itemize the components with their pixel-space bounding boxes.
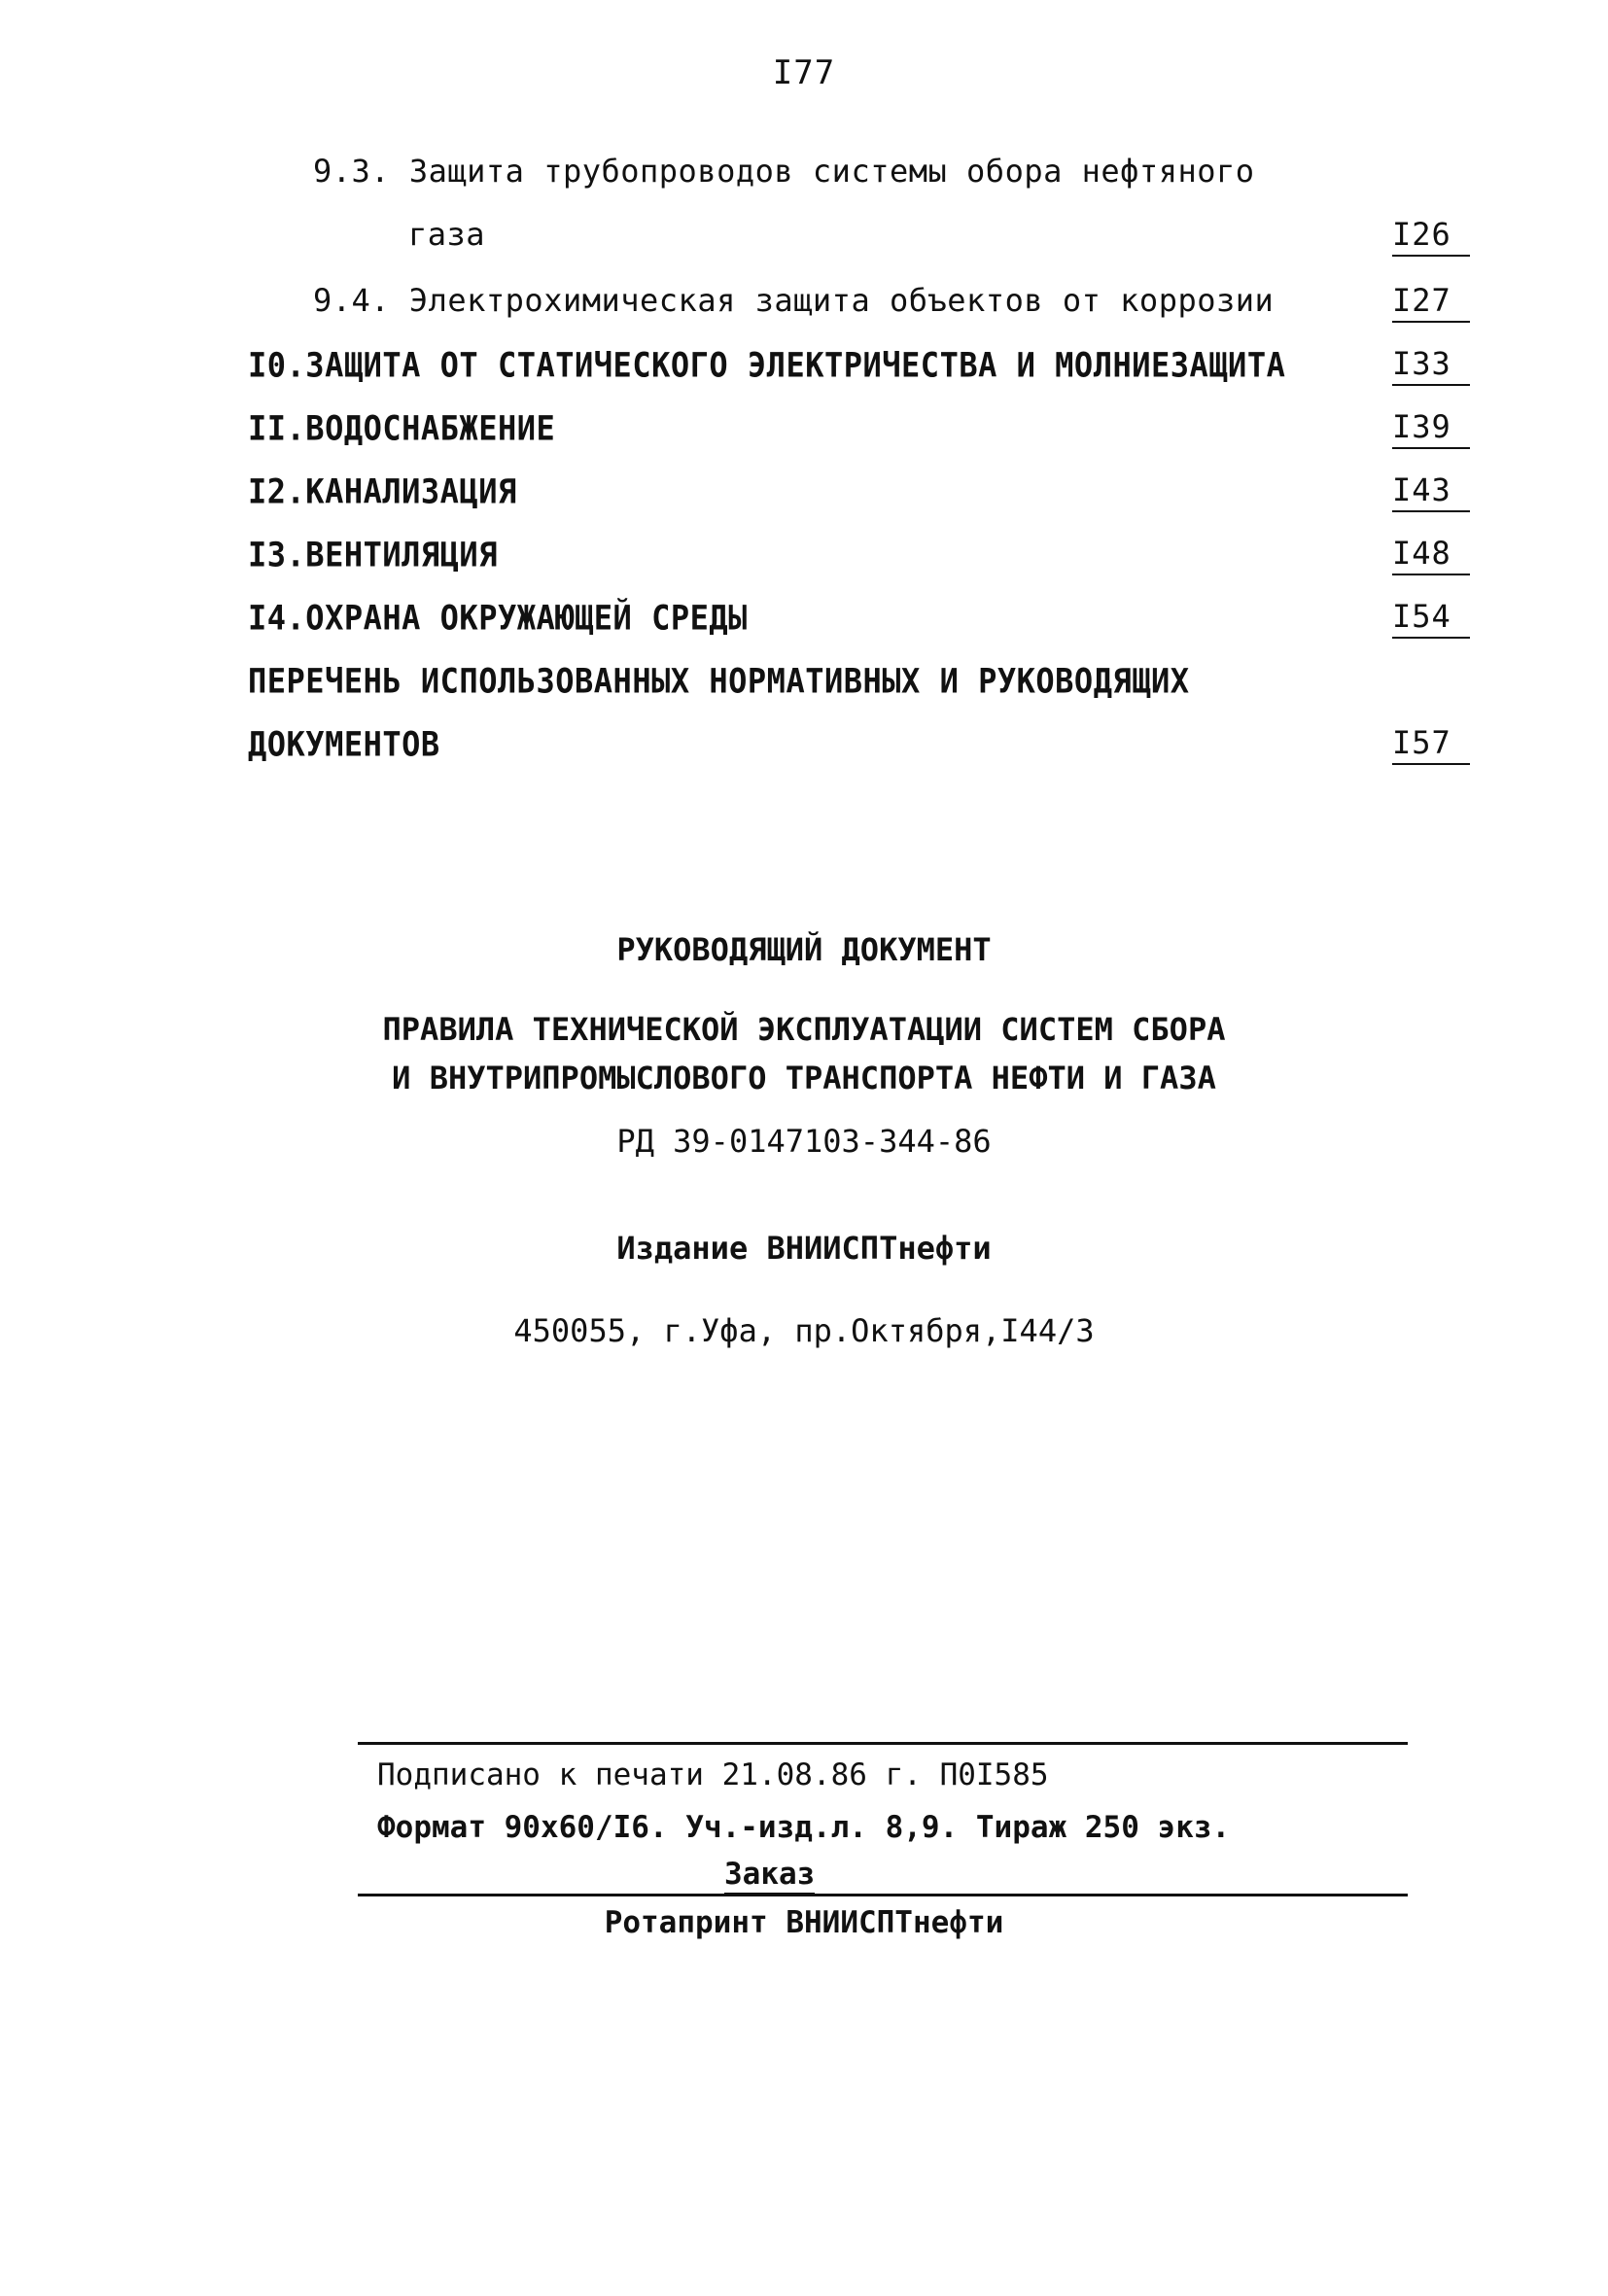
toc-page-10: I33 <box>1392 345 1470 386</box>
toc-entry-12: I2.КАНАЛИЗАЦИЯ <box>248 471 517 512</box>
imprint-top-rule <box>358 1742 1408 1745</box>
toc-entry-references-line1: ПЕРЕЧЕНЬ ИСПОЛЬЗОВАННЫХ НОРМАТИВНЫХ И РУКОВОДЯЩИХ <box>248 661 1190 702</box>
imprint-signed: Подписано к печати 21.08.86 г. П0I585 <box>377 1757 1049 1792</box>
toc-page-9-4: I27 <box>1392 282 1470 323</box>
toc-entry-14: I4.ОХРАНА ОКРУЖАЮЩЕЙ СРЕДЫ <box>248 598 748 639</box>
publisher-address: 450055, г.Уфа, пр.Октября,I44/3 <box>513 1312 1095 1349</box>
toc-page-9-3: I26 <box>1392 216 1470 257</box>
toc-entry-references-line2: ДОКУМЕНТОВ <box>248 724 440 765</box>
document-code: РД 39-0147103-344-86 <box>616 1123 992 1160</box>
toc-page-14: I54 <box>1392 598 1470 639</box>
imprint-order <box>724 1857 815 1892</box>
toc-entry-11: II.ВОДОСНАБЖЕНИЕ <box>248 408 556 449</box>
toc-entry-9-3-line1: 9.3. Защита трубопроводов системы обора нефтяного <box>313 153 1255 190</box>
toc-page-13: I48 <box>1392 535 1470 575</box>
toc-page-12: I43 <box>1392 471 1470 512</box>
toc-entry-9-4: 9.4. Электрохимическая защита объектов от коррозии <box>313 282 1275 319</box>
page-number: I77 <box>772 53 836 92</box>
document-title-line2: И ВНУТРИПРОМЫСЛОВОГО ТРАНСПОРТА НЕФТИ И ГАЗА <box>392 1060 1216 1096</box>
toc-entry-9-3-line2: газа <box>408 216 486 253</box>
imprint-order-label: Заказ <box>724 1857 815 1895</box>
toc-page-11: I39 <box>1392 408 1470 449</box>
imprint-printer: Ротапринт ВНИИСПТнефти <box>604 1905 1004 1940</box>
toc-page-references: I57 <box>1392 724 1470 765</box>
toc-entry-13: I3.ВЕНТИЛЯЦИЯ <box>248 535 498 575</box>
imprint-bottom-rule <box>358 1894 1408 1896</box>
toc-entry-10: I0.ЗАЩИТА ОТ СТАТИЧЕСКОГО ЭЛЕКТРИЧЕСТВА И МОЛНИЕЗАЩИТА <box>248 345 1286 386</box>
publisher: Издание ВНИИСПТнефти <box>616 1230 992 1267</box>
document-title-line1: ПРАВИЛА ТЕХНИЧЕСКОЙ ЭКСПЛУАТАЦИИ СИСТЕМ СБОРА <box>382 1011 1226 1048</box>
document-type: РУКОВОДЯЩИЙ ДОКУМЕНТ <box>616 931 992 968</box>
imprint-format: Формат 90х60/I6. Уч.-изд.л. 8,9. Тираж 250 экз. <box>377 1810 1231 1845</box>
